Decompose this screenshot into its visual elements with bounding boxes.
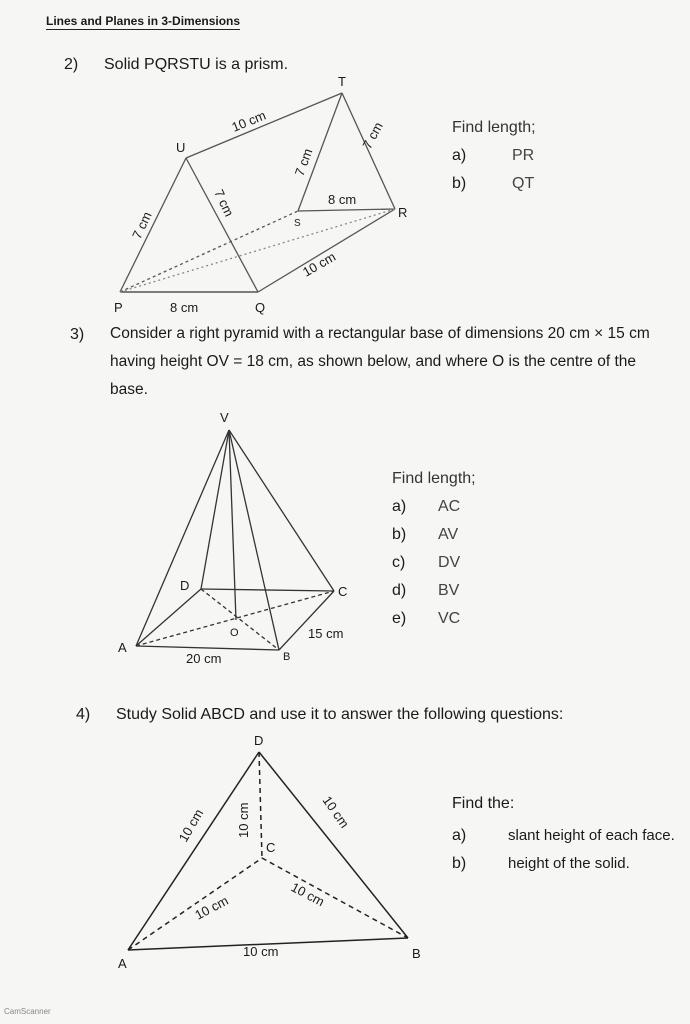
q3-item-value: BV — [438, 582, 460, 599]
label-pu: 7 cm — [129, 209, 155, 242]
label-s: S — [294, 218, 301, 229]
label-ab: 20 cm — [186, 651, 222, 666]
scanner-watermark: CamScanner — [4, 1007, 51, 1016]
q4-find-title: Find the: — [452, 795, 515, 812]
q3-item-letter: e) — [392, 610, 407, 627]
q3-item-letter: a) — [392, 498, 407, 515]
q2-text: Solid PQRSTU is a prism. — [104, 56, 289, 73]
q2-item-value: QT — [512, 175, 535, 192]
q3-find-item — [392, 549, 476, 577]
q3-find-item — [392, 605, 476, 633]
q4-find-item — [452, 850, 675, 878]
edge-ad — [136, 589, 201, 646]
q3-text — [110, 320, 690, 404]
q2-find-item — [452, 170, 536, 198]
q3-find-list — [392, 465, 476, 633]
edge-dc — [201, 589, 334, 591]
label-t: T — [338, 74, 346, 89]
edge-da — [128, 752, 259, 950]
q3-find-title: Find length; — [392, 470, 476, 487]
label-ad: 10 cm — [175, 806, 207, 845]
q4-text: Study Solid ABCD and use it to answer the following questions: — [116, 706, 564, 723]
edge-vc — [229, 430, 334, 591]
label-sr: 8 cm — [328, 192, 357, 207]
edge-vd — [201, 430, 229, 589]
edge-uq — [186, 158, 258, 292]
q4-item-letter: b) — [452, 855, 467, 872]
edge-pu — [120, 158, 186, 292]
q3-item-value: VC — [438, 610, 461, 627]
label-p: P — [114, 300, 123, 315]
edge-db — [259, 752, 408, 938]
q3-item-letter: d) — [392, 582, 407, 599]
label-db: 10 cm — [319, 793, 353, 831]
q4-item-letter: a) — [452, 827, 467, 844]
label-a: A — [118, 956, 127, 971]
label-q: Q — [255, 300, 266, 315]
edge-pr — [120, 209, 395, 292]
q3-item-value: AC — [438, 498, 461, 515]
q2-prism-diagram — [100, 70, 440, 320]
label-ac: 10 cm — [192, 892, 231, 923]
q3-item-letter: c) — [392, 554, 406, 571]
q3-find-item — [392, 521, 476, 549]
edge-va — [136, 430, 229, 646]
q2-find-item — [452, 142, 536, 170]
edge-sr — [298, 209, 395, 211]
q2-item-value: PR — [512, 147, 535, 164]
label-ut-side: 7 cm — [291, 146, 316, 179]
edge-ab — [136, 646, 279, 650]
q2-item-letter: a) — [452, 147, 467, 164]
label-c: C — [338, 584, 348, 599]
q4-number: 4) — [76, 706, 91, 723]
q3-line-1: Consider a right pyramid with a rectangular base of dimensions 20 cm × 15 cm — [110, 325, 650, 342]
label-d: D — [180, 578, 190, 593]
edge-bc — [279, 591, 334, 650]
label-d: D — [254, 733, 264, 748]
label-o: O — [230, 627, 239, 639]
label-v: V — [220, 410, 229, 425]
q3-pyramid-diagram — [110, 405, 370, 670]
label-uq: 7 cm — [211, 186, 237, 219]
edge-cb — [262, 858, 408, 938]
q2-number: 2) — [64, 56, 79, 73]
label-u: U — [176, 140, 186, 155]
label-c: C — [266, 840, 276, 855]
q4-find-item — [452, 822, 675, 850]
label-r: R — [398, 205, 408, 220]
q2-find-title: Find length; — [452, 119, 536, 136]
q3-line-2: having height OV = 18 cm, as shown below, and where O is the centre of the — [110, 353, 637, 370]
q3-item-value: DV — [438, 554, 461, 571]
q2-item-letter: b) — [452, 175, 467, 192]
edge-ac — [128, 858, 262, 950]
q3-line-3: base. — [110, 381, 148, 398]
label-qr: 10 cm — [300, 248, 339, 280]
label-ab: 10 cm — [243, 944, 279, 959]
label-b: B — [412, 946, 421, 961]
q3-item-letter: b) — [392, 526, 407, 543]
q4-item-value: height of the solid. — [508, 855, 630, 872]
q2-find-list — [452, 114, 536, 198]
q3-item-value: AV — [438, 526, 459, 543]
label-top-edge: 10 cm — [229, 107, 268, 135]
q3-number: 3) — [70, 326, 85, 343]
q4-find-list — [452, 790, 675, 878]
label-tr-side: 7 cm — [359, 119, 386, 152]
q4-item-value: slant height of each face. — [508, 827, 675, 844]
label-b: B — [283, 651, 291, 663]
page-header: Lines and Planes in 3-Dimensions — [46, 14, 241, 28]
label-cb: 10 cm — [288, 879, 327, 910]
q3-find-item — [392, 493, 476, 521]
q3-find-item — [392, 577, 476, 605]
label-pq: 8 cm — [170, 300, 199, 315]
label-bc: 15 cm — [308, 626, 344, 641]
edge-ut — [186, 93, 342, 158]
q4-tetrahedron-diagram — [110, 728, 430, 973]
label-dc: 10 cm — [236, 802, 251, 838]
edge-dc — [259, 752, 262, 858]
label-a: A — [118, 640, 127, 655]
